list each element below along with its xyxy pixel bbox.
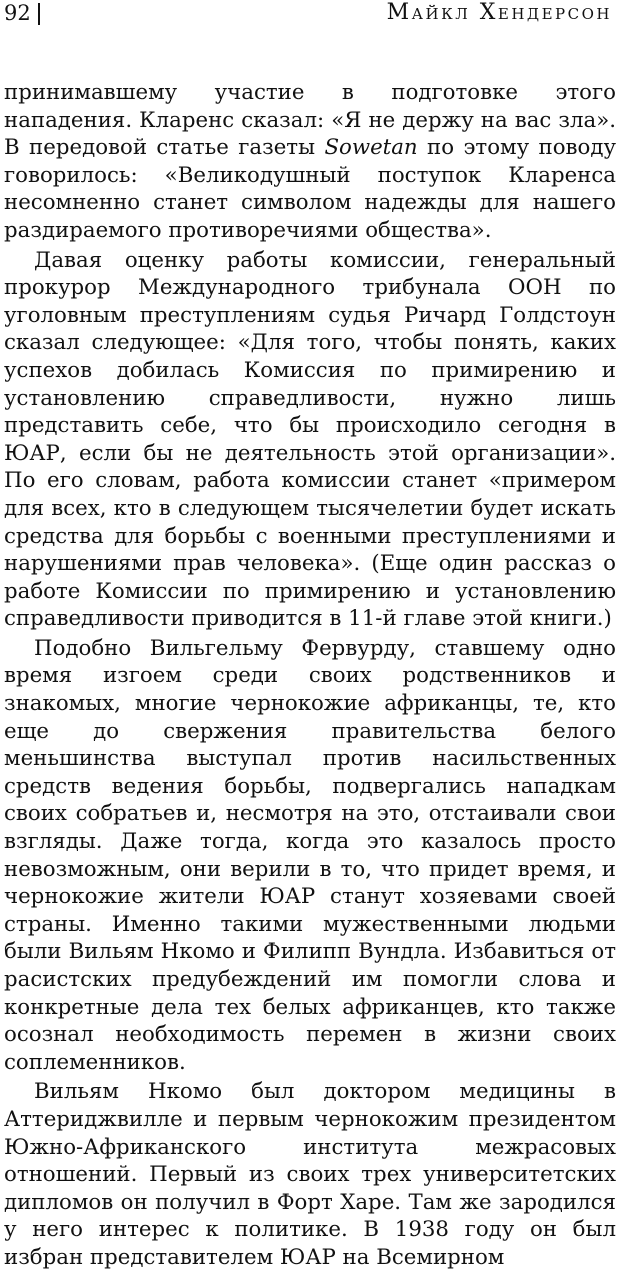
paragraph: Подобно Вильгельму Фервурду, ставшему одно время изгоем среди своих родственников и знакомых, многие чернокожие африканцы, те, кто еще до свержения правительства белого меньшинства выступал против насильственных средств ведения борьбы, подвергались нападкам своих собратьев и, несмотря на это, отстаивали свои взгляды. Даже тогда, когда это казалось просто невозможным, они верили в то, что придет время, и чернокожие жители ЮАР станут хозяевами своей страны. Именно такими мужественными людьми были Вильям Нкомо и Филипп Вундла. Избавиться от расистских предубеждений им помогли слова и конкретные дела тех белых африканцев, кто также осознал необходимость перемен в жизни своих соплеменников. — [4, 635, 616, 1075]
paragraph: принимавшему участие в подготовке этого нападения. Кларенс сказал: «Я не держу на вас зла». В передовой статье газеты Sowetan по этому поводу говорилось: «Великодушный поступок Кларенса несомненно станет символом надежды для нашего раздираемого противоречиями общества». — [4, 80, 616, 243]
paragraph: Вильям Нкомо был доктором медицины в Аттериджвилле и первым чернокожим президентом Южно-Африканского института межрасовых отношений. Первый из своих трех университетских дипломов он получил в Форт Харе. Там же зародился у него интерес к политике. В 1938 году он был избран представителем ЮАР на Всемирном — [4, 1079, 616, 1270]
page-number: 92 — [4, 1, 31, 25]
body-text — [4, 79, 616, 1272]
header-divider — [38, 3, 40, 25]
newspaper-name: Sowetan — [324, 135, 418, 161]
page-header — [0, 0, 620, 32]
paragraph: Давая оценку работы комиссии, генеральный прокурор Международного трибунала ООН по уголовным преступлениям судья Ричард Голдстоун сказал следующее: «Для того, чтобы понять, каких успехов добилась Комиссия по примирению и установлению справедливости, нужно лишь представить себе, что бы происходило сегодня в ЮАР, если бы не деятельность этой организации». По его словам, работа комиссии станет «примером для всех, кто в следующем тысячелетии будет искать средства для борьбы с военными преступлениями и нарушениями прав человека». (Еще один рассказ о работе Комиссии по примирению и установлению справедливости приводится в 11-й главе этой книги.) — [4, 247, 616, 632]
running-title: Майкл Хендерсон — [386, 0, 612, 25]
